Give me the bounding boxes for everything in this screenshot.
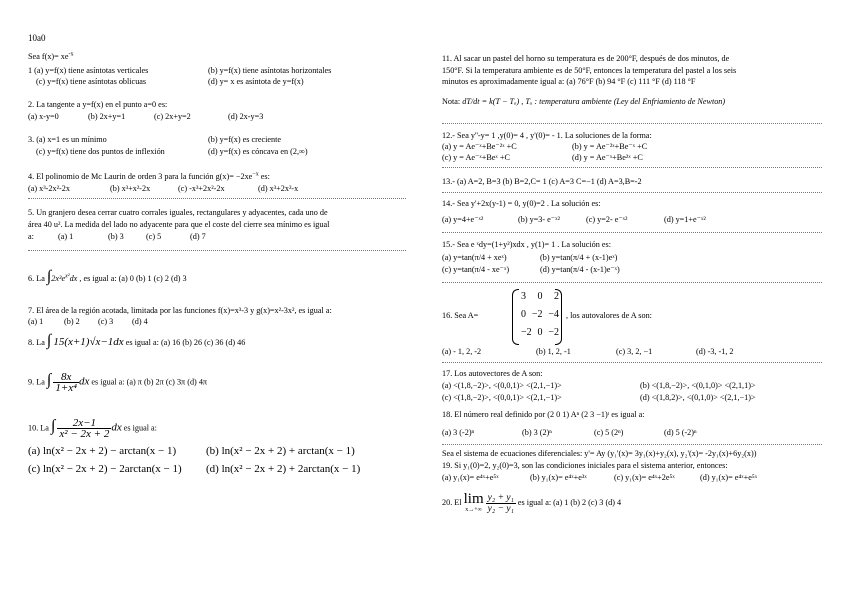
integral-sign: ∫ — [46, 371, 52, 389]
divider — [442, 282, 822, 283]
q6-exponent: x² — [65, 273, 70, 280]
q17-option-b: (b) <(1,8,−2)>, <(0,1,0)> <(2,1,1)> — [640, 381, 756, 390]
function-definition — [28, 52, 74, 62]
divider — [442, 123, 822, 124]
q2-option-c: (c) 2x+y=2 — [154, 112, 191, 121]
q20-denominator: y₂ − y₁ — [487, 503, 514, 514]
q12-option-c: (c) y = Ae⁻ˣ+Beˣ +C — [442, 153, 510, 162]
q20-answers: es igual a: (a) 1 (b) 2 (c) 3 (d) 4 — [517, 497, 622, 507]
q15-option-b: (b) y=tan(π/4 + (x-1)eˣ) — [540, 253, 618, 262]
q8-integrand: 15(x+1)√x−1dx — [53, 336, 124, 348]
q12-option-a: (a) y = Ae⁻ˣ+Be⁻²ˣ +C — [442, 142, 517, 151]
q10-end: es igual a: — [123, 423, 157, 433]
divider — [442, 232, 822, 233]
q18-option-c: (c) 5 (2ⁿ) — [594, 428, 624, 437]
matrix-cell: 0 — [537, 291, 543, 302]
q11-line-1: 11. Al sacar un pastel del horno su temperatura es de 200°F, después de dos minutos, de — [442, 54, 730, 63]
q10-denominator: x² − 2x + 2 — [59, 428, 110, 440]
q18-option-b: (b) 3 (2)ⁿ — [522, 428, 552, 437]
matrix-cell: −2 — [521, 327, 532, 338]
q1-option-d: (d) y= x es asíntota de y=f(x) — [208, 77, 304, 86]
matrix-cell: −2 — [548, 327, 559, 338]
q20-numerator: y₂ + y₁ — [487, 492, 514, 503]
q14-option-d: (d) y=1+e⁻ˣ² — [664, 215, 706, 224]
q6-integrand: 2x³e — [51, 274, 66, 283]
q4-end: es: — [260, 172, 270, 181]
q10-option-c: (c) ln(x² − 2x + 2) − 2arctan(x − 1) — [28, 463, 182, 475]
divider — [28, 250, 406, 251]
q15-option-c: (c) y=tan(π/4 - xe⁻ˣ) — [442, 265, 510, 274]
q17-option-a: (a) <(1,8,−2)>, <(0,0,1)> <(2,1,−1)> — [442, 381, 562, 390]
q10-fraction — [57, 418, 111, 439]
q11-line-2: 150°F. Si la temperatura ambiente es de 50°F, entonces la temperatura del pastel a los seis — [442, 66, 737, 75]
q4-option-d: (d) x³+2x²-x — [258, 184, 299, 193]
integral-sign: ∫ — [46, 332, 52, 349]
q2-option-a: (a) x-y=0 — [28, 112, 59, 121]
q11-note-label: Nota: — [442, 97, 461, 106]
q9-denominator: 1+x⁴ — [55, 382, 77, 394]
q11-note — [442, 97, 725, 107]
q12-statement: 12.- Sea y''-y= 1 ,y(0)= 4 , y'(0)= - 1. La soluciones de la forma: — [442, 131, 652, 140]
q18-statement: 18. El número real definido por (2 0 1) Aⁿ (2 3 −1)ᵗ es igual a: — [442, 410, 645, 419]
matrix-cell: 0 — [537, 327, 543, 338]
q12-option-b: (b) y = Ae⁻²ˣ+Be⁻ˣ +C — [572, 142, 648, 151]
q15-option-d: (d) y=tan(π/4 - (x-1)e⁻ˣ) — [540, 265, 620, 274]
q17-option-d: (d) <(1,8,2)>, <(0,1,0)> <(2,1,−1)> — [640, 393, 756, 402]
divider — [442, 192, 822, 193]
q3-option-a: 3. (a) x=1 es un mínimo — [28, 135, 107, 144]
q10-option-a: (a) ln(x² − 2x + 2) − arctan(x − 1) — [28, 445, 177, 457]
q3-option-c: (c) y=f(x) tiene dos puntos de inflexión — [36, 147, 165, 156]
q13-statement: 13.- (a) A=2, B=3 (b) B=2,C= 1 (c) A=3 C=−1 (d) A=3,B=-2 — [442, 177, 642, 186]
matrix-cell: 3 — [521, 291, 526, 302]
q5-line-1: 5. Un granjero desea cerrar cuatro corrales iguales, rectangulares y adyacentes, cada uno de — [28, 208, 328, 217]
q12-option-d: (d) y = Ae⁻ˣ+Be²ˣ +C — [572, 153, 643, 162]
q19-system: Sea el sistema de ecuaciones diferenciales: y'= Ay (y₁'(x)= 3y₁(x)+y₂(x), y₂'(x)= -2y₁(x)+6y₂(x)) — [442, 449, 757, 458]
q4-exponent: −x — [252, 171, 259, 178]
q20-lim-word: lim — [463, 491, 484, 507]
q8-statement — [28, 332, 246, 349]
q5-option-a: (a) 1 — [58, 232, 74, 241]
divider — [28, 198, 406, 199]
matrix-left-bracket — [512, 289, 519, 345]
matrix-cell: −4 — [548, 309, 559, 320]
q18-option-a: (a) 3 (-2)ⁿ — [442, 428, 475, 437]
q3-option-b: (b) y=f(x) es creciente — [208, 135, 282, 144]
divider — [442, 167, 822, 168]
q19-option-b: (b) y₁(x)= e⁴ˣ+e³ˣ — [530, 473, 587, 482]
q19-option-c: (c) y₁(x)= e⁴ˣ+2e⁵ˣ — [614, 473, 675, 482]
q5-option-d: (d) 7 — [190, 232, 206, 241]
q6-answers: , es igual a: (a) 0 (b) 1 (c) 2 (d) 3 — [79, 274, 187, 283]
q15-option-a: (a) y=tan(π/4 + xeˣ) — [442, 253, 507, 262]
q20-limit — [464, 492, 484, 514]
q7-option-c: (c) 3 — [98, 317, 114, 326]
q16-option-a: (a) - 1, 2, -2 — [442, 347, 482, 356]
exam-code: 10a0 — [28, 33, 46, 43]
q11-line-3: minutos es aproximadamente igual a: (a) 76°F (b) 94 °F (c) 111 °F (d) 118 °F — [442, 77, 696, 86]
q19-option-d: (d) y₁(x)= e⁴ˣ+e⁵ˣ — [700, 473, 758, 482]
matrix-cell: 2 — [554, 291, 559, 302]
q2-option-b: (b) 2x+y=1 — [88, 112, 126, 121]
q1-option-c: (c) y=f(x) tiene asíntotas oblicuas — [36, 77, 147, 86]
q10-prefix: 10. La — [28, 423, 49, 433]
q2-statement: 2. La tangente a y=f(x) en el punto a=0 es: — [28, 100, 168, 109]
q9-answers: es igual a: (a) π (b) 2π (c) 3π (d) 4π — [91, 377, 208, 387]
q9-numerator: 8x — [53, 372, 79, 383]
divider — [442, 362, 822, 363]
q19-option-a: (a) y₁(x)= e⁴ˣ+e⁵ˣ — [442, 473, 499, 482]
q10-numerator: 2x−1 — [57, 418, 111, 429]
q2-option-d: (d) 2x-y=3 — [228, 112, 264, 121]
q20-fraction — [486, 493, 516, 514]
q5-option-b: (b) 3 — [108, 232, 124, 241]
q4-text: 4. El polinomio de Mc Laurin de orden 3 para la función g(x)= −2xe — [28, 172, 253, 181]
q16-option-d: (d) -3, -1, 2 — [696, 347, 734, 356]
q11-equation: dT/dt = k(T − Tₐ) , Tₐ : temperatura ambiente (Ley del Enfriamiento de Newton) — [462, 97, 726, 106]
q7-statement: 7. El área de la región acotada, limitada por las funciones f(x)=x³-3 y g(x)=x²-3x², es igual a: — [28, 306, 332, 315]
q9-fraction — [53, 372, 79, 393]
q10-option-b: (b) ln(x² − 2x + 2) + arctan(x − 1) — [206, 445, 355, 457]
q9-statement: 9. La ∫ $\frac{8x}{\text{1+x⁴}}$ dx es igual a: (a) π (b) 2π (c) 3π (d) 4π — [28, 371, 208, 394]
q7-option-d: (d) 4 — [132, 317, 148, 326]
q6-differential: dx — [69, 274, 78, 283]
q6-prefix: 6. La — [28, 274, 45, 283]
q16-end: , los autovalores de A son: — [566, 311, 652, 320]
q20-lim-sub: x→+∞ — [465, 507, 482, 513]
q5-line-2: área 40 u². La medida del lado no adyacente para que el coste del cierre sea mínimo es igual — [28, 220, 330, 229]
f-def-text: Sea f(x)= xe — [28, 52, 69, 61]
integral-sign: ∫ — [46, 268, 52, 285]
f-def-exponent: -x — [68, 51, 74, 58]
q14-statement: 14.- Sea y'+2x(y-1) = 0, y(0)=2 . La solución es: — [442, 199, 601, 208]
q4-option-b: (b) x³+x²-2x — [110, 184, 151, 193]
q16-prefix: 16. Sea A= — [442, 311, 479, 320]
q19-statement: 19. Si y₁(0)=2, y₂(0)=3, son las condiciones iniciales para el sistema anterior, entonces: — [442, 461, 728, 470]
q18-option-d: (d) 5 (-2)ⁿ — [664, 428, 697, 437]
q1-option-b: (b) y=f(x) tiene asíntotas horizontales — [208, 66, 332, 75]
q17-statement: 17. Los autovectores de A son: — [442, 369, 543, 378]
q5-option-c: (c) 5 — [146, 232, 162, 241]
q5-line-3: a: — [28, 232, 34, 241]
matrix-cell: −2 — [531, 309, 543, 320]
matrix-row — [521, 327, 559, 339]
q20-prefix: 20. El — [442, 497, 462, 507]
q14-option-a: (a) y=4+e⁻ˣ² — [442, 215, 484, 224]
q9-prefix: 9. La — [28, 377, 45, 387]
q14-option-b: (b) y=3- e⁻ˣ² — [518, 215, 560, 224]
matrix-cell: 0 — [521, 309, 526, 320]
q14-option-c: (c) y=2- e⁻ˣ² — [586, 215, 628, 224]
matrix-row — [521, 291, 559, 303]
q4-option-a: (a) x³-2x²-2x — [28, 184, 70, 193]
q16-option-b: (b) 1, 2, -1 — [536, 347, 571, 356]
q15-statement: 15.- Sea e ˣdy=(1+y²)xdx , y(1)= 1 . La solución es: — [442, 240, 611, 249]
q10-statement: 10. La ∫ $\frac{2x-1}{\text{x² − 2x + 2}}$ dx es igual a: — [28, 417, 157, 440]
q8-prefix: 8. La — [28, 338, 45, 347]
q20-statement — [442, 492, 621, 514]
q4-statement — [28, 172, 270, 182]
divider — [442, 444, 822, 445]
q7-option-b: (b) 2 — [64, 317, 80, 326]
q10-option-d: (d) ln(x² − 2x + 2) + 2arctan(x − 1) — [206, 463, 361, 475]
q7-option-a: (a) 1 — [28, 317, 44, 326]
q17-option-c: (c) <(1,8,−2)>, <(0,0,1)> <(2,1,−1)> — [442, 393, 562, 402]
integral-sign: ∫ — [50, 417, 56, 435]
matrix-row — [521, 309, 559, 321]
matrix-a — [512, 289, 562, 343]
q3-option-d: (d) y=f(x) es cóncava en (2,∞) — [208, 147, 308, 156]
q16-option-c: (c) 3, 2, −1 — [616, 347, 653, 356]
q4-option-c: (c) -x³+2x²-2x — [178, 184, 225, 193]
q1-option-a: 1 (a) y=f(x) tiene asíntotas verticales — [28, 66, 149, 75]
q6-statement — [28, 268, 187, 285]
q8-answers: es igual a: (a) 16 (b) 26 (c) 36 (d) 46 — [125, 338, 246, 347]
